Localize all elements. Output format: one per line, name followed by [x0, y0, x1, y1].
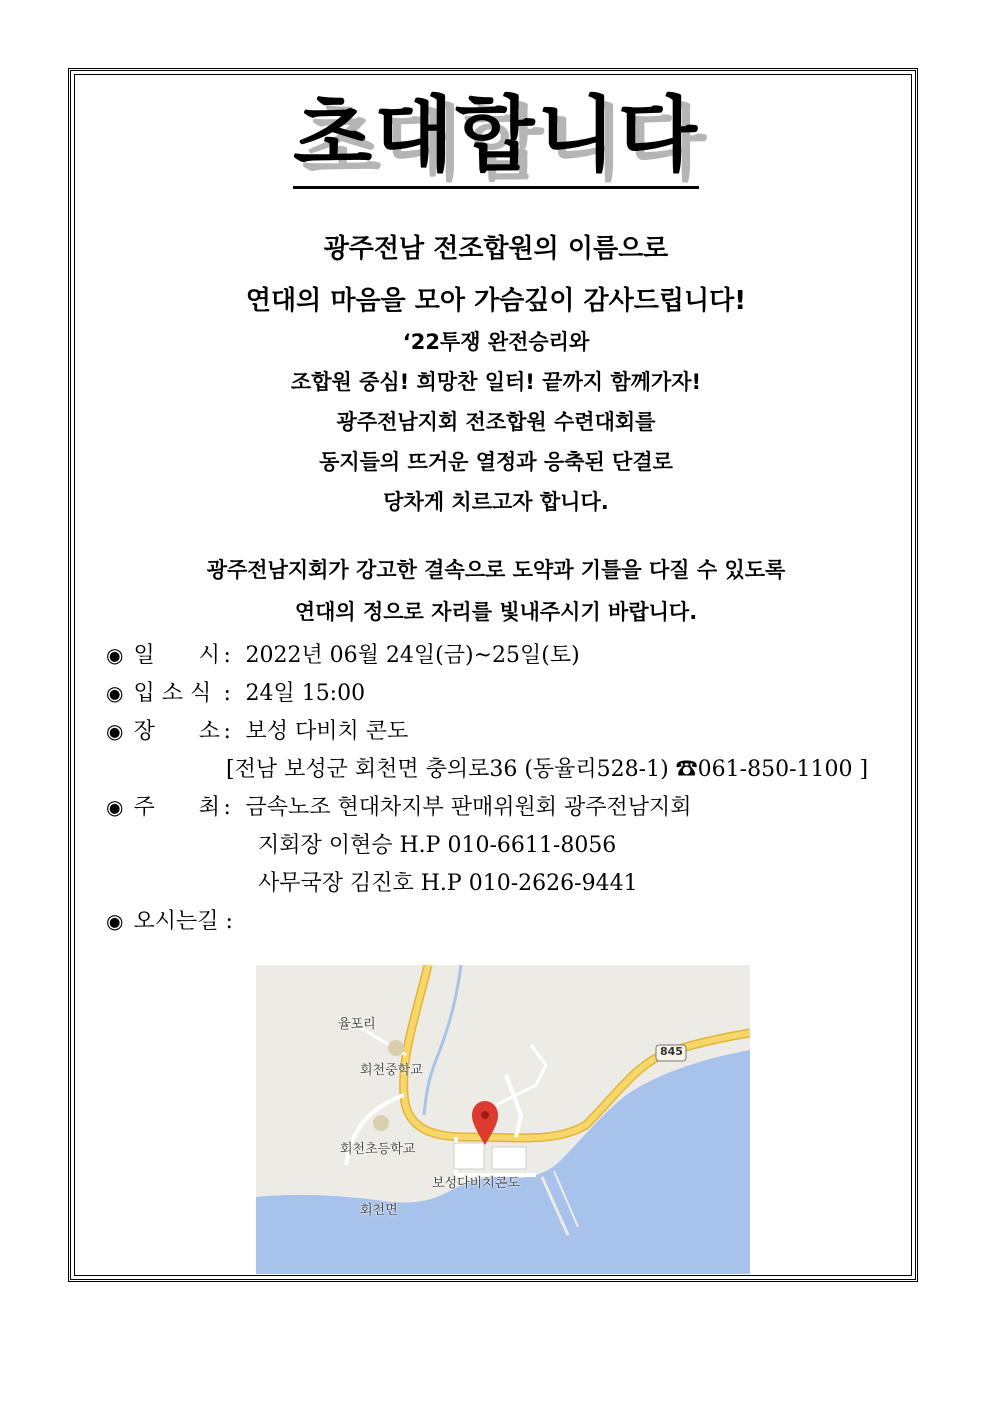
- entry-value: 24일 15:00: [245, 681, 366, 706]
- bullet-icon: ◉: [106, 681, 124, 705]
- intro-line-3: ‘22투쟁 완전승리와: [402, 330, 590, 354]
- page-title: 초대합니다: [293, 88, 699, 189]
- map-label-middle-school: 회천중학교: [360, 1063, 423, 1078]
- school-marker: [373, 1115, 389, 1131]
- map-label-village: 율포리: [338, 1017, 376, 1032]
- map-route-number: 845: [660, 1045, 683, 1058]
- intro-line-9: 연대의 정으로 자리를 빛내주시기 바랍니다.: [294, 600, 698, 624]
- bullet-icon: ◉: [106, 643, 124, 667]
- bullet-icon: ◉: [106, 909, 124, 933]
- intro-line-7: 당차게 치르고자 합니다.: [383, 490, 609, 514]
- intro-line-2: 연대의 마음을 모아 가슴깊이 감사드립니다!: [245, 286, 747, 316]
- intro-line-4: 조합원 중심! 희망찬 일터! 끝까지 함께가자!: [290, 370, 702, 394]
- bullet-icon: ◉: [106, 795, 124, 819]
- bullet-icon: ◉: [106, 719, 124, 743]
- place-address: [전남 보성군 회천면 충의로36 (동율리528-1) ☎061-850-1100 ]: [226, 757, 869, 782]
- title-container: [0, 88, 992, 189]
- detail-place: ◉ 장 소 : 보성 다비치 콘도: [106, 714, 408, 745]
- intro-line-1: 광주전남 전조합원의 이름으로: [323, 234, 669, 264]
- intro-line-8: 광주전남지회가 강고한 결속으로 도약과 기틀을 다질 수 있도록: [206, 558, 786, 582]
- school-marker: [388, 1040, 404, 1056]
- host-label: 주 최: [133, 795, 220, 820]
- intro-line-5: 광주전남지회 전조합원 수련대회를: [336, 410, 656, 434]
- map-label-elementary-school: 회천초등학교: [340, 1142, 416, 1157]
- place-label: 장 소: [133, 719, 220, 744]
- map-graphic: [256, 965, 750, 1274]
- map-label-condo: 보성다비치콘도: [432, 1176, 520, 1191]
- place-value: 보성 다비치 콘도: [245, 719, 409, 744]
- location-map[interactable]: [256, 965, 750, 1274]
- host-contact-2: 사무국장 김진호 H.P 010-2626-9441: [258, 871, 638, 896]
- detail-entry: ◉ 입 소 식 : 24일 15:00: [106, 676, 365, 707]
- date-label: 일 시: [133, 643, 220, 668]
- host-contact-1: 지회장 이현승 H.P 010-6611-8056: [258, 833, 617, 858]
- detail-host: ◉ 주 최 : 금속노조 현대차지부 판매위원회 광주전남지회: [106, 790, 691, 821]
- directions-label: 오시는길 :: [133, 909, 233, 934]
- entry-label: 입 소 식: [133, 681, 212, 706]
- detail-directions: [106, 904, 233, 935]
- date-value: 2022년 06월 24일(금)~25일(토): [245, 643, 580, 668]
- map-label-district: 회천면: [360, 1203, 398, 1218]
- intro-line-6: 동지들의 뜨거운 열정과 응축된 단결로: [319, 450, 673, 474]
- host-value: 금속노조 현대차지부 판매위원회 광주전남지회: [245, 795, 692, 820]
- detail-date: ◉ 일 시 : 2022년 06월 24일(금)~25일(토): [106, 638, 580, 669]
